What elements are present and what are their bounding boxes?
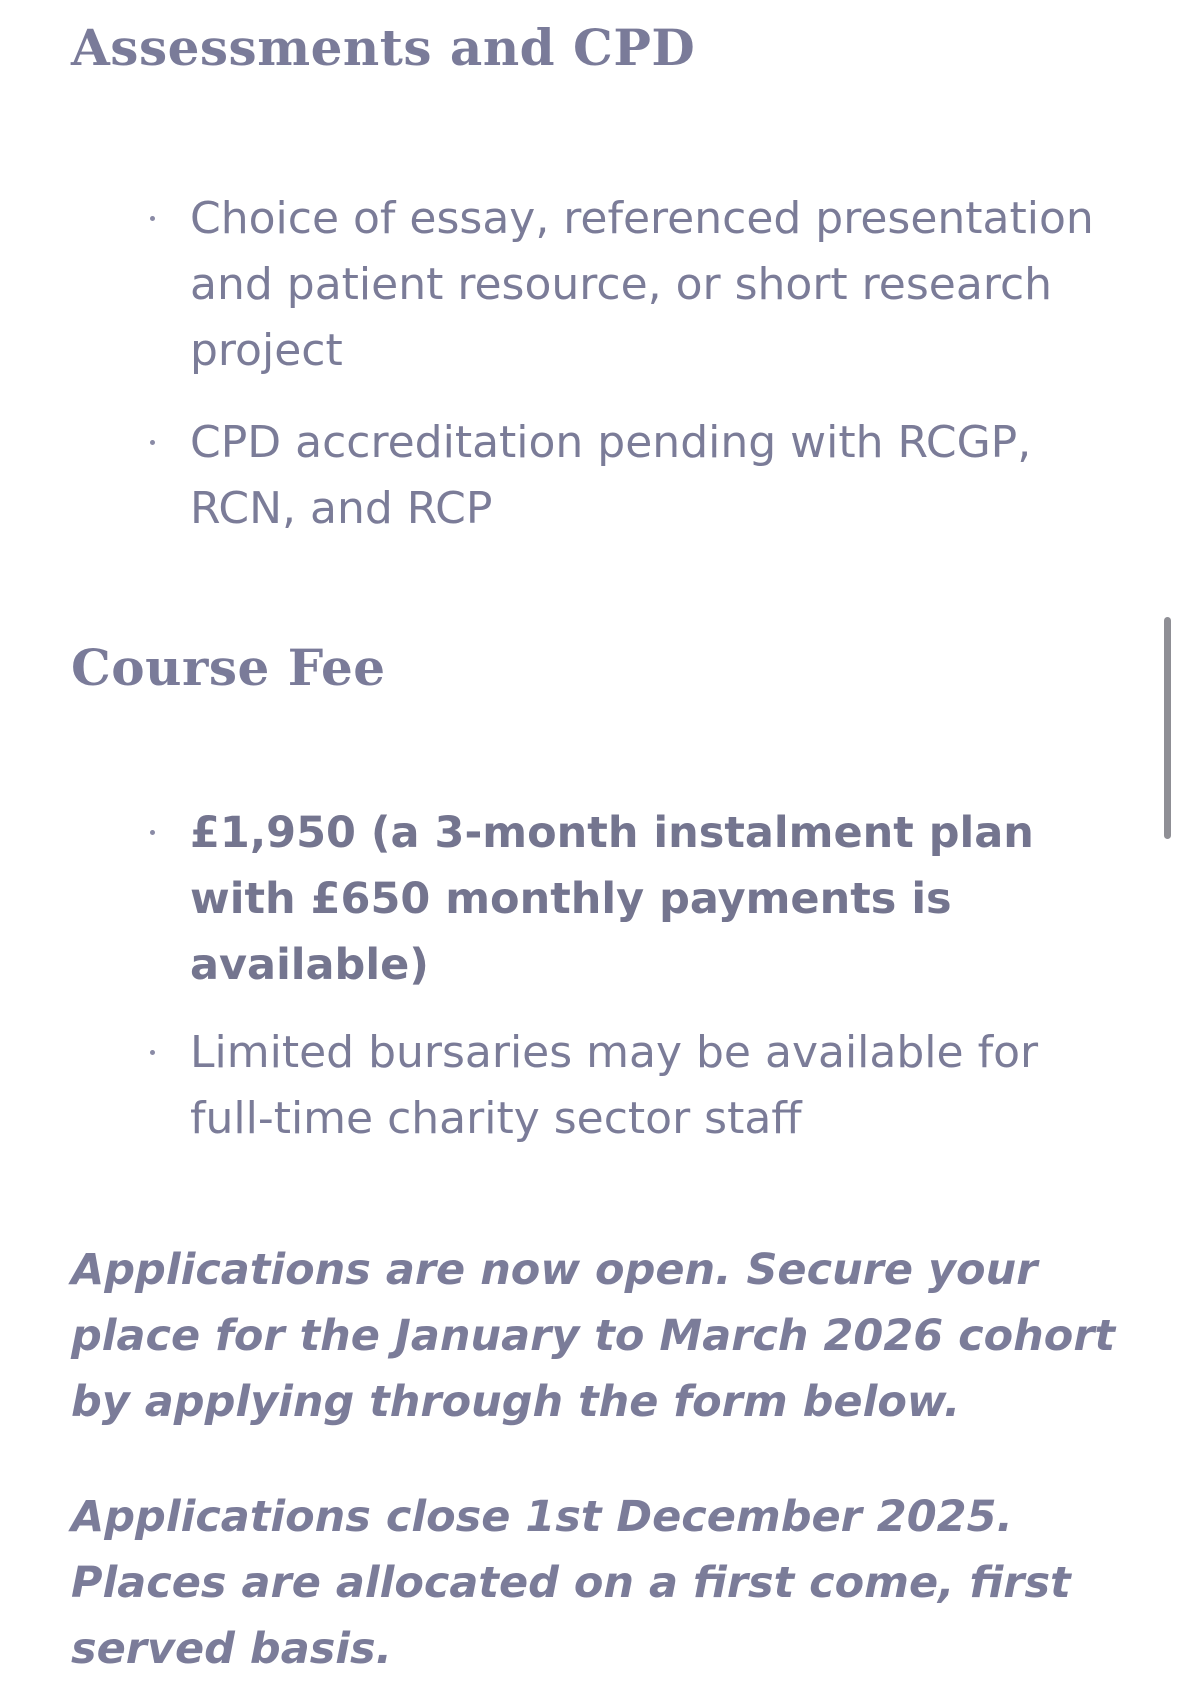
list-item [150,186,1100,384]
assessments-heading: Assessments and CPD [71,18,696,77]
assessments-list [150,186,1100,542]
applications-open-text: Applications are now open. Secure your place for the January to March 2026 cohort by applying through the form below. [71,1245,1116,1427]
bullet-icon [150,440,155,445]
bullet-icon [150,1050,155,1055]
course-fee-heading: Course Fee [71,638,386,697]
assessment-item-text: Choice of essay, referenced presentation and patient resource, or short research project [190,193,1094,376]
applications-close-text: Applications close 1st December 2025. Places are allocated on a first come, first served basis. [71,1492,1071,1674]
list-item [150,800,1100,998]
fee-price-text: £1,950 (a 3-month instalment plan with £650 monthly payments is available) [190,808,1034,990]
assessment-item-text: CPD accreditation pending with RCGP, RCN, and RCP [190,417,1032,534]
bullet-icon [150,830,155,835]
list-item [150,410,1100,542]
bullet-icon [150,216,155,221]
list-item [150,1020,1100,1152]
course-fee-list [150,800,1100,1152]
scrollbar[interactable] [1164,617,1171,839]
fee-bursary-text: Limited bursaries may be available for full-time charity sector staff [190,1027,1039,1144]
